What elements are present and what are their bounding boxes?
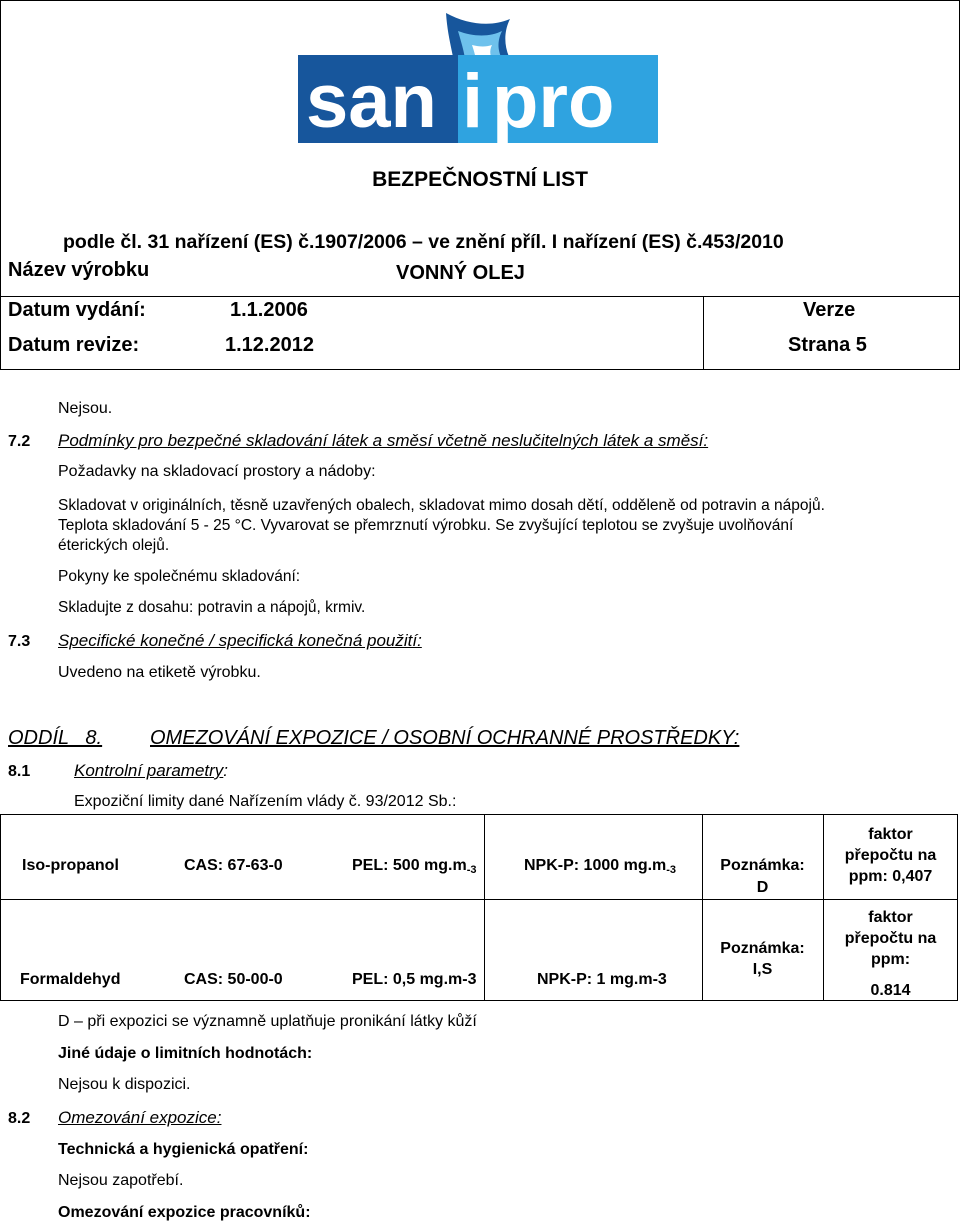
header-column-divider bbox=[703, 296, 704, 370]
row2-factor-value: 0.814 bbox=[870, 982, 911, 999]
row1-npk-value: NPK-P: 1000 mg.m bbox=[524, 857, 667, 874]
storage-line-3: éterických olejů. bbox=[58, 537, 170, 554]
row1-pel-exponent: -3 bbox=[466, 864, 477, 876]
svg-text:i: i bbox=[462, 59, 484, 144]
row1-pel bbox=[352, 857, 476, 875]
row1-factor-line1: faktor bbox=[868, 826, 913, 843]
row2-factor-line3: ppm: bbox=[870, 951, 911, 968]
section81-number: 8.1 bbox=[8, 763, 31, 780]
table-col-divider bbox=[484, 815, 485, 1000]
section82-number: 8.2 bbox=[8, 1110, 31, 1127]
row2-note-label: Poznámka: bbox=[720, 940, 805, 957]
section73-title: Specifické konečné / specifická konečná použití: bbox=[58, 631, 422, 650]
product-label: Název výrobku bbox=[8, 259, 150, 281]
worker-exposure-heading: Omezování expozice pracovníků: bbox=[58, 1204, 311, 1221]
row2-note-value: I,S bbox=[752, 961, 773, 978]
svg-text:pro: pro bbox=[492, 59, 615, 144]
row1-factor-line3: ppm: 0,407 bbox=[848, 868, 933, 885]
note-d: D – při expozici se významně uplatňuje pronikání látky kůží bbox=[58, 1013, 477, 1030]
section81-title: Kontrolní parametry bbox=[74, 761, 224, 780]
table-row-divider bbox=[1, 899, 957, 900]
joint-storage-heading: Pokyny ke společnému skladování: bbox=[58, 568, 301, 585]
other-limits-text: Nejsou k dispozici. bbox=[58, 1076, 191, 1093]
issue-date-label: Datum vydání: bbox=[8, 299, 146, 321]
row1-pel-value: PEL: 500 mg.m bbox=[352, 857, 467, 874]
other-limits-heading: Jiné údaje o limitních hodnotách: bbox=[58, 1045, 313, 1062]
section7-intro: Nejsou. bbox=[58, 400, 113, 417]
section73-text: Uvedeno na etiketě výrobku. bbox=[58, 664, 261, 681]
limits-intro: Expoziční limity dané Nařízením vlády č. 93/2012 Sb.: bbox=[74, 793, 457, 810]
revision-date: 1.12.2012 bbox=[225, 334, 314, 356]
issue-date: 1.1.2006 bbox=[230, 299, 308, 321]
section81-colon: : bbox=[223, 761, 229, 780]
svg-text:san: san bbox=[306, 59, 437, 144]
row1-npk-exponent: -3 bbox=[666, 864, 677, 876]
joint-storage-text: Skladujte z dosahu: potravin a nápojů, krmiv. bbox=[58, 599, 366, 616]
row1-note-label: Poznámka: bbox=[720, 857, 805, 874]
row2-factor-line2: přepočtu na bbox=[844, 930, 937, 947]
technical-measures-heading: Technická a hygienická opatření: bbox=[58, 1141, 309, 1158]
page-number: Strana 5 bbox=[788, 334, 867, 356]
sanipro-logo bbox=[296, 5, 662, 145]
row1-note-value: D bbox=[756, 879, 769, 896]
row2-factor-line1: faktor bbox=[868, 909, 913, 926]
revision-date-label: Datum revize: bbox=[8, 334, 140, 356]
row1-substance: Iso-propanol bbox=[22, 857, 119, 874]
section72-title: Podmínky pro bezpečné skladování látek a směsí včetně neslučitelných látek a směsí: bbox=[58, 431, 709, 450]
section8-number: ODDÍL 8. bbox=[8, 727, 103, 749]
row2-npk: NPK-P: 1 mg.m-3 bbox=[537, 971, 667, 988]
row2-substance: Formaldehyd bbox=[20, 971, 121, 988]
row2-cas: CAS: 50-00-0 bbox=[184, 971, 283, 988]
row2-pel: PEL: 0,5 mg.m-3 bbox=[352, 971, 477, 988]
section72-number: 7.2 bbox=[8, 433, 31, 450]
section8-title: OMEZOVÁNÍ EXPOZICE / OSOBNÍ OCHRANNÉ PROSTŘEDKY: bbox=[150, 727, 740, 749]
storage-line-1: Skladovat v originálních, těsně uzavřených obalech, skladovat mimo dosah dětí, odděleně od potravin a nápojů. bbox=[58, 497, 825, 514]
section82-title: Omezování expozice: bbox=[58, 1108, 222, 1127]
row1-npk bbox=[524, 857, 676, 875]
section73-number: 7.3 bbox=[8, 633, 31, 650]
regulation-line: podle čl. 31 nařízení (ES) č.1907/2006 – ve znění příl. I nařízení (ES) č.453/2010 bbox=[63, 231, 784, 253]
document-title: BEZPEČNOSTNÍ LIST bbox=[372, 168, 588, 191]
row1-factor-line2: přepočtu na bbox=[844, 847, 937, 864]
row1-cas: CAS: 67-63-0 bbox=[184, 857, 283, 874]
storage-heading: Požadavky na skladovací prostory a nádoby: bbox=[58, 463, 376, 480]
header-divider bbox=[1, 296, 959, 297]
technical-measures-text: Nejsou zapotřebí. bbox=[58, 1172, 184, 1189]
product-name: VONNÝ OLEJ bbox=[396, 262, 525, 284]
storage-line-2: Teplota skladování 5 - 25 °C. Vyvarovat se přemrznutí výrobku. Se zvyšující teplotou se zvyšuje uvolňování bbox=[58, 517, 794, 534]
version-label: Verze bbox=[803, 299, 856, 321]
section81-heading bbox=[74, 761, 228, 781]
